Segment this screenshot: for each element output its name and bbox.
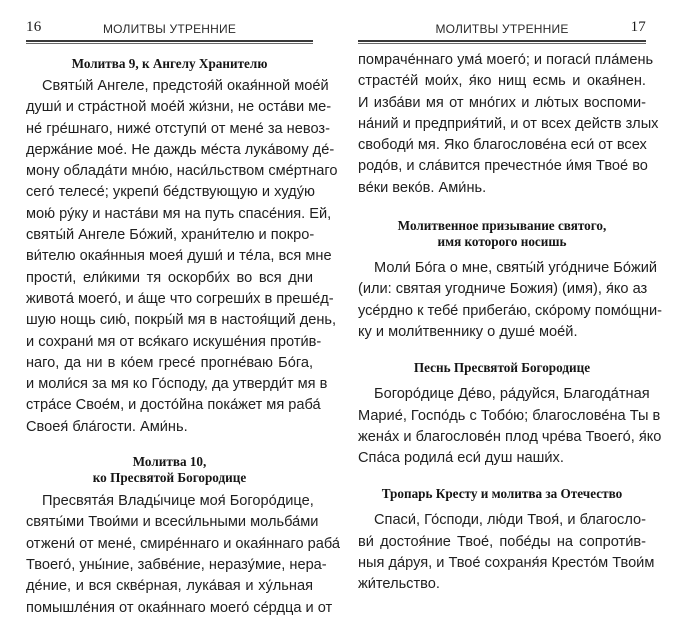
prayer-text [26,491,341,619]
page-number: 16 [26,19,42,35]
text-line: Моли́ Бо́га о мне, святы́й уго́дниче Бо́жий [374,260,658,277]
text-line: и сохрани́ мя от вся́каго искуше́ния проти́в- [26,333,322,350]
text-line: ве́ки веко́в. Ами́нь. [358,179,487,196]
text-line: Пресвята́я Влады́чице моя́ Богоро́дице, [42,493,314,510]
text-line: прости́, ели́кими тя оскорби́х во вся дни [26,269,313,286]
prayer-text [358,384,662,469]
heading-line: Молитва 9, к Ангелу Хранителю [71,56,268,71]
prayer-heading [358,360,646,376]
heading-line: Тропарь Кресту и молитва за Отечество [381,486,623,502]
text-line: души́ и стра́стной мое́й жи́зни, не оста́ви ме- [26,99,332,116]
text-line: усе́рдно к тебе́ прибега́ю, ско́рому помо́щни- [358,302,662,319]
text-line: на́ний и предприя́тий, и от всех действ злых [358,115,659,132]
text-line: помраче́ннаго ума́ моего́; и погаси́ пла́мень [358,52,654,68]
heading-line: Молитвенное призывание святого, [397,218,607,234]
running-head [358,0,646,36]
heading-line: имя которого носишь [437,234,567,250]
prayer-text-continuation [358,50,659,199]
header-rule [26,40,313,44]
right-page [340,0,681,593]
text-line: мою́ ру́ку и наста́ви мя на путь спасе́ния. Ей, [26,205,332,222]
text-line: ныя да́руя, и Твое́ сохраня́я Кресто́м Твои́м [358,555,655,572]
text-line: ви́ достоя́ние Твое́, побе́ды на сопроти́в- [358,533,646,550]
heading-line: Молитва 10, [132,454,207,470]
text-line: И изба́ви мя от мно́гих и лю́тых воспоми- [358,94,646,111]
prayer-heading [358,218,646,250]
text-line: наго, да ни в ко́ем гресе́ прогне́ваю Бо́га, [26,354,313,371]
header-rule [358,40,646,44]
text-line: родо́в, и сла́вится пречестно́е и́мя Твое́ во [358,158,648,175]
prayer-heading [358,486,646,502]
text-line: ви́телю окая́нныя моея́ души́ и те́ла, вся мне [26,248,332,265]
text-line: свободи́ мя. Яко благослове́на еси́ от всех [358,137,647,154]
text-line: мону облада́ти мно́ю, наси́льством сме́ртнаго [26,163,338,180]
text-line: помышле́ния от окая́ннаго моего́ се́рдца и от [26,599,333,616]
page-number: 17 [630,19,646,35]
left-page [0,0,341,616]
text-line: сего́ телесе́; укрепи́ бе́дствующую и худу́ю [26,184,315,201]
text-line: Твоего́, уны́ние, забве́ние, неразу́мие, нера- [26,556,327,573]
text-line: жи́тельство. [358,576,440,593]
text-line: Своея́ бла́гости. Ами́нь. [26,418,188,435]
text-line: Богоро́дице Де́во, ра́дуйся, Благода́тная [374,386,650,403]
prayer-text [26,76,338,438]
prayer-text [358,258,662,343]
text-line: страсте́й мои́х, я́ко нищ есмь и окая́нен. [358,73,646,90]
text-line: не́ гре́шнаго, ниже́ отступи́ от мене́ за невоз- [26,120,330,137]
heading-line: Песнь Пресвятой Богородице [413,360,591,376]
running-head-title: МОЛИТВЫ УТРЕННИЕ [435,22,569,36]
text-line: Спа́са родила́ еси́ душ наши́х. [358,450,564,467]
text-line: стра́се Свое́м, и досто́йна пока́жет мя раба́ [26,397,321,414]
prayer-text [358,510,655,595]
text-line: Спаси́, Го́споди, лю́ди Твоя́, и благосло- [374,512,646,529]
text-line: святы́й Ангеле Бо́жий, храни́телю и покро- [26,227,315,244]
text-line: святы́ми Твои́ми и всеси́льными мольба́ми [26,514,319,531]
text-line: живота́ моего́, и а́ще что согреши́х в преше́д- [26,290,334,307]
prayer-heading [26,454,313,486]
text-line: Святы́й Ангеле, предстоя́й окая́нной мое́й [42,78,329,94]
text-line: шую нощь сию́, покры́й мя в настоя́щий день, [26,312,337,329]
text-line: (или: святая угодниче Божия) (имя), я́ко аз [358,281,648,298]
text-line: Марие́, Госпо́дь с Тобо́ю; благослове́на Ты в [358,407,661,424]
heading-line: ко Пресвятой Богородице [92,470,247,486]
text-line: отжени́ от мене́, смире́ннаго и окая́ннаго раба́ [26,535,341,552]
text-line: жена́х и благослове́н плод чре́ва Твоего́, я́ко [358,428,662,445]
text-line: и моли́ся за мя ко Го́споду, да утверди́т мя в [26,376,328,393]
text-line: ку и моли́твеннику о душе́ мое́й. [358,323,578,340]
text-line: де́ние, и вся скве́рная, лука́вая и ху́льная [26,578,313,595]
text-line: держа́ние мое́. Не даждь ме́ста лука́вому де́- [26,141,335,158]
running-head-title: МОЛИТВЫ УТРЕННИЕ [102,22,237,36]
prayer-heading [26,56,313,72]
running-head [26,0,313,36]
